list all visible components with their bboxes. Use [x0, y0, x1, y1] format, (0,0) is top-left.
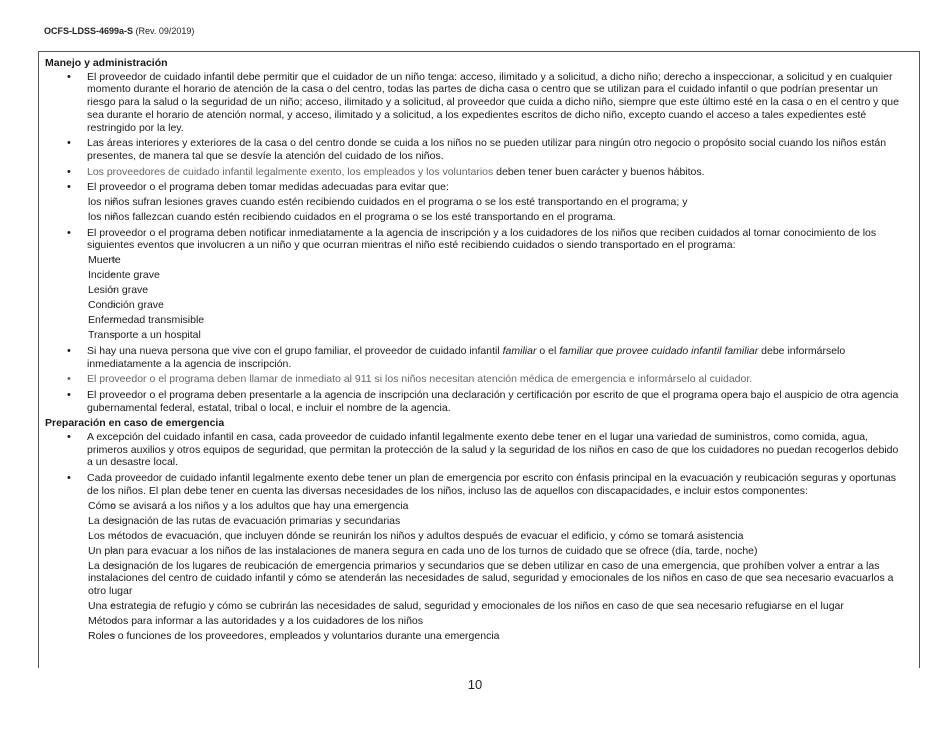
sub-list-item: ○ Enfermedad transmisible	[45, 314, 907, 327]
sub-list-item: ○ Los métodos de evacuación, que incluyen dónde se reunirán los niños y adultos después de evacuar el edificio, y cómo se tomará asistencia	[45, 530, 907, 543]
sub-list-item: ○ los niños fallezcan cuando estén recibiendo cuidados en el programa o se los esté transportando en el programa.	[45, 211, 907, 224]
list-item: • Las áreas interiores y exteriores de la casa o del centro donde se cuida a los niños no se pueden utilizar para ningún otro negocio o propósito social cuando los niños están presentes, de manera tal que se desvíe la atención del cuidado de los niños.	[45, 137, 907, 162]
sub-list-item: ○ Incidente grave	[45, 269, 907, 282]
item-text: o el	[536, 344, 560, 357]
sub-list	[87, 500, 907, 643]
list-item	[45, 472, 907, 643]
sub-list-item: ○ Un plan para evacuar a los niños de las instalaciones de manera segura en cada uno de los turnos de cuidado que se ofrece (día, tarde, noche)	[45, 545, 907, 558]
sub-list	[87, 196, 907, 224]
form-header	[44, 26, 194, 36]
italic-text: familiar que provee cuidado infantil familiar	[559, 344, 759, 357]
sub-list-item: ○ Condición grave	[45, 299, 907, 312]
list-item: • El proveedor o el programa deben llamar de inmediato al 911 si los niños necesitan atención médica de emergencia e informárselo al cuidador.	[45, 373, 907, 386]
item-text: El proveedor o el programa deben tomar medidas adecuadas para evitar que:	[87, 181, 449, 194]
list-item	[45, 227, 907, 342]
page-number: 10	[467, 677, 483, 692]
list-item: • El proveedor o el programa deben presentarle a la agencia de inscripción una declaración y certificación por escrito de que el programa opera bajo el auspicio de otra agencia gubernamental federal, estatal, tribal o local, e incluir el nombre de la agencia.	[45, 389, 907, 414]
sub-list-item: ○ La designación de los lugares de reubicación de emergencia primarios y secundarios que se deben utilizar en caso de una emergencia, que prohíben volver a entrar a las instalaciones del centro de cuidado infantil y cómo se atenderán las necesidades de salud, seguridad y emocionales de los niños en caso de que sea necesario evacuarlos a otro lugar	[45, 560, 907, 598]
italic-text: familiar	[502, 344, 537, 357]
content-box	[38, 51, 920, 668]
list-item	[45, 166, 907, 179]
sub-list-item: ○ La designación de las rutas de evacuación primarias y secundarias	[45, 515, 907, 528]
list-item: • El proveedor de cuidado infantil debe permitir que el cuidador de un niño tenga: acceso, ilimitado y a solicitud, a dicho niño; derecho a inspeccionar, a solicitud y en cualquier momento durante el horario de atención de la casa o del centro, todas las partes de dicha casa o centro que se utilizan para el cuidado infantil o que podrían presentar un riesgo para la salud o la seguridad de un niño; acceso, ilimitado y a solicitud, al proveedor que cuida a dicho niño, siempre que este último esté en la casa o en el centro y que sea durante el horario de atención normal, y acceso, ilimitado y a solicitud, a los expedientes escritos de dicho niño, excepto cuando el acceso a tales expedientes esté restringido por la ley.	[45, 71, 907, 135]
form-revision: (Rev. 09/2019)	[133, 26, 195, 36]
sub-list	[87, 254, 907, 342]
list-item	[45, 181, 907, 223]
emergency-list	[45, 431, 907, 643]
item-text: El proveedor o el programa deben notificar inmediatamente a la agencia de inscripción y a los cuidadores de los niños que reciben cuidados al tomar conocimiento de los siguientes eventos que involucren a un niño y que ocurran mientras el niño esté recibiendo cuidados o siendo transportado en el programa:	[87, 226, 877, 252]
list-item: • A excepción del cuidado infantil en casa, cada proveedor de cuidado infantil legalmente exento debe tener en el lugar una variedad de suministros, como comida, agua, primeros auxilios y otros equipos de seguridad, que permitan la protección de la salud y la seguridad de los niños en caso de que los cuidadores no puedan recogerlos debido a un desastre local.	[45, 431, 907, 469]
sub-list-item: ○ Cómo se avisará a los niños y a los adultos que hay una emergencia	[45, 500, 907, 513]
item-text: debe informárselo inmediatamente a la agencia de inscripción.	[87, 344, 846, 370]
sub-list-item: ○ Transporte a un hospital	[45, 329, 907, 342]
sub-list-item: ○ Muerte	[45, 254, 907, 267]
section-title-management: Manejo y administración	[45, 57, 168, 69]
list-item	[45, 345, 907, 370]
sub-list-item: ○ Métodos para informar a las autoridades y a los cuidadores de los niños	[45, 615, 907, 628]
sub-list-item: ○ Una estrategia de refugio y cómo se cubrirán las necesidades de salud, seguridad y emocionales de los niños en caso de que sea necesario refugiarse en el lugar	[45, 600, 907, 613]
gray-text: Los proveedores de cuidado infantil legalmente exento, los empleados y los voluntarios	[87, 165, 494, 178]
item-text: Si hay una nueva persona que vive con el grupo familiar, el proveedor de cuidado infantil	[87, 344, 503, 357]
section-title-emergency: Preparación en caso de emergencia	[45, 417, 225, 430]
sub-list-item: ○ los niños sufran lesiones graves cuando estén recibiendo cuidados en el programa o se los esté transportando en el programa; y	[45, 196, 907, 209]
item-text: deben tener buen carácter y buenos hábitos.	[493, 165, 705, 178]
management-list	[45, 71, 907, 415]
form-id: OCFS-LDSS-4699a-S	[44, 26, 134, 36]
sub-list-item: ○ Lesión grave	[45, 284, 907, 297]
item-text: Cada proveedor de cuidado infantil legalmente exento debe tener un plan de emergencia por escrito con énfasis principal en la evacuación y reubicación seguras y oportunas de los niños. El plan debe tener en cuenta las diversas necesidades de los niños, incluso las de aquellos con discapacidades, e incluir estos componentes:	[87, 472, 897, 497]
sub-list-item: ○ Roles o funciones de los proveedores, empleados y voluntarios durante una emergencia	[45, 630, 907, 643]
